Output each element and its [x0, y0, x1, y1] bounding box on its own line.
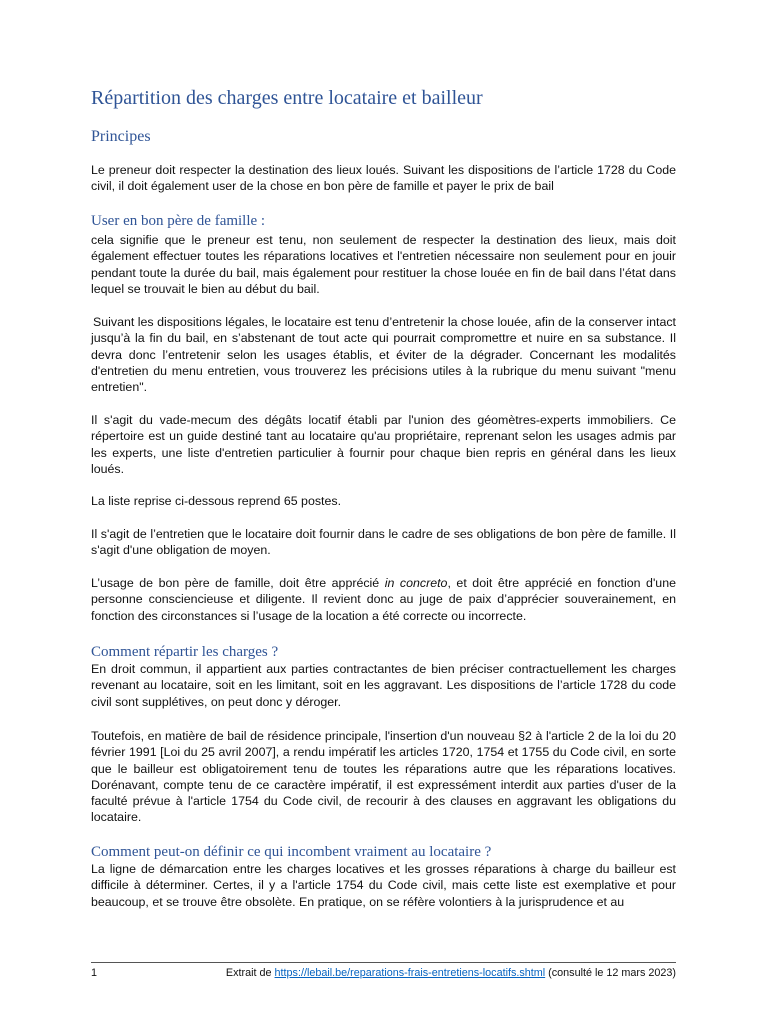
paragraph: La liste reprise ci-dessous reprend 65 postes. [91, 494, 342, 508]
source-link[interactable]: https://lebail.be/reparations-frais-entretiens-locatifs.shtml [274, 967, 546, 979]
section-heading-user: User en bon père de famille : [91, 213, 266, 229]
page-title: Répartition des charges entre locataire et bailleur [91, 87, 483, 109]
page-number: 1 [91, 967, 98, 979]
paragraph-text: , et doit être apprécié en fonction d'une personne consciencieuse et diligente. Il revient donc au juge de paix d’apprécier souverainement, en fonction des circonstances si l’usage de la location a été correcte ou incorrecte. [91, 576, 676, 623]
paragraph-text: L’usage de bon père de famille, doit être apprécié [91, 576, 385, 590]
section-heading-definir: Comment peut-on définir ce qui incombent vraiment au locataire ? [91, 844, 492, 860]
paragraph: Il s'agit du vade-mecum des dégâts locatif établi par l'union des géomètres-experts immobiliers. Ce répertoire est un guide destiné tant au locataire qu'au propriétaire, reprenant selon les usages admis par les experts, une liste d'entretien particulier à fournir pour chaque bien repris en général dans les lieux loués. [91, 413, 676, 476]
paragraph [91, 575, 676, 624]
page-footer [91, 965, 676, 981]
section-heading-principes: Principes [91, 128, 151, 145]
italic-phrase: in concreto [384, 576, 448, 590]
source-prefix: Extrait de [225, 967, 275, 979]
source-citation [226, 965, 676, 981]
footer-divider [91, 962, 676, 963]
paragraph: Suivant les dispositions légales, le locataire est tenu d’entretenir la chose louée, afin de la conserver intact jusqu’à la fin du bail, en s’abstenant de tout acte qui pourrait compromettre et nuire en sa substance. Il devra donc l’entretenir selon les usages établis, et éviter de la dégrader. Concernant les modalités d'entretien du menu entretien, vous trouverez les précisions utiles à la rubrique du menu suivant "menu entretien". [91, 315, 676, 395]
paragraph: Le preneur doit respecter la destination des lieux loués. Suivant les dispositions de l’article 1728 du Code civil, il doit également user de la chose en bon père de famille et payer le prix de bail [91, 163, 676, 194]
paragraph: cela signifie que le preneur est tenu, non seulement de respecter la destination des lieux, mais doit également effectuer toutes les réparations locatives et l'entretien nécessaire non seulement pour en jouir pendant toute la durée du bail, mais également pour restituer la chose louée en fin de bail dans l’état dans lequel se trouvait le bien au début du bail. [91, 233, 676, 296]
paragraph: La ligne de démarcation entre les charges locatives et les grosses réparations à charge du bailleur est difficile à déterminer. Certes, il y a l'article 1754 du Code civil, mais cette liste est exemplative et pour beaucoup, et se trouve être obsolète. En pratique, on se réfère volontiers à la jurisprudence et au [91, 862, 676, 909]
paragraph: En droit commun, il appartient aux parties contractantes de bien préciser contractuellement les charges revenant au locataire, soit en les limitant, soit en les aggravant. Les dispositions de l’article 1728 du code civil sont supplétives, on peut donc y déroger. [91, 662, 676, 709]
document-page [91, 0, 676, 1024]
paragraph: Il s'agit de l’entretien que le locataire doit fournir dans le cadre de ses obligations de bon père de famille. Il s'agit d'une obligation de moyen. [91, 527, 676, 558]
section-heading-repartir: Comment répartir les charges ? [91, 644, 279, 660]
paragraph: Toutefois, en matière de bail de résidence principale, l'insertion d'un nouveau §2 à l'article 2 de la loi du 20 février 1991 [Loi du 25 avril 2007], a rendu impératif les articles 1720, 1754 et 1755 du Code civil, en sorte que le bailleur est obligatoirement tenu de toutes les réparations autre que les réparations locatives. Dorénavant, compte tenu de ce caractère impératif, il est expressément interdit aux parties d'user de la faculté prévue à l'article 1754 du Code civil, de recourir à des clauses en aggravant les obligations du locataire. [91, 729, 676, 825]
source-suffix: (consulté le 12 mars 2023) [545, 967, 676, 979]
